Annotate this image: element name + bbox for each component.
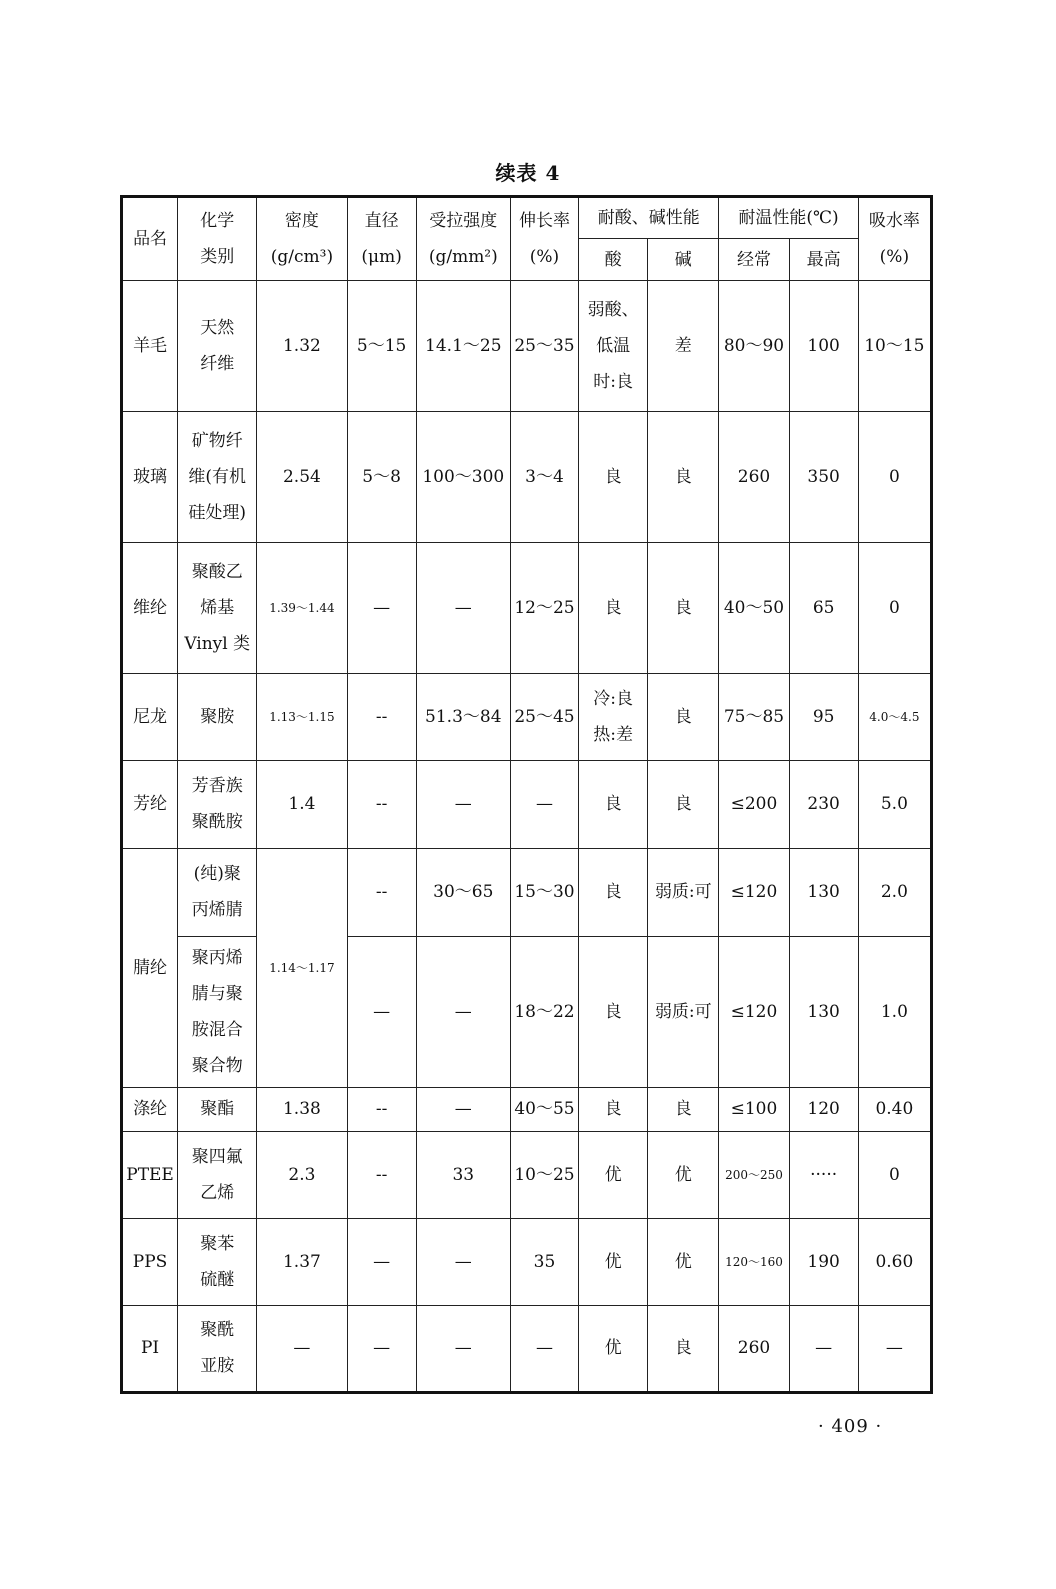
header-temp-normal: 经常 <box>719 239 789 281</box>
table-row <box>122 1305 932 1392</box>
cell-category: 聚四氟 乙烯 <box>178 1131 257 1218</box>
cell-absorb: 0 <box>858 1131 931 1218</box>
cell-tensile: 14.1～25 <box>416 281 510 412</box>
cell-density: 1.14～1.17 <box>257 848 347 1087</box>
cell-name: PTEE <box>122 1131 178 1218</box>
cell-tensile: — <box>416 761 510 848</box>
cell-temp-max: 95 <box>789 674 858 761</box>
header-acid: 酸 <box>579 239 648 281</box>
cell-name: 尼龙 <box>122 674 178 761</box>
cell-alkali: 良 <box>648 1087 719 1131</box>
cell-elongation: 10～25 <box>510 1131 578 1218</box>
cell-name: 芳纶 <box>122 761 178 848</box>
table-row <box>122 412 932 543</box>
cell-acid: 良 <box>579 1087 648 1131</box>
cell-absorb: 5.0 <box>858 761 931 848</box>
cell-absorb: 0 <box>858 543 931 674</box>
cell-temp-normal: 260 <box>719 412 789 543</box>
cell-acid: 良 <box>579 936 648 1087</box>
cell-density: 1.37 <box>257 1218 347 1305</box>
cell-diameter: 5～15 <box>347 281 416 412</box>
cell-diameter: -- <box>347 1087 416 1131</box>
cell-tensile: 30～65 <box>416 848 510 936</box>
cell-acid: 良 <box>579 543 648 674</box>
table-row <box>122 1131 932 1218</box>
cell-elongation: — <box>510 761 578 848</box>
cell-tensile: — <box>416 1087 510 1131</box>
header-diameter: 直径 (μm) <box>347 197 416 281</box>
cell-temp-max: 350 <box>789 412 858 543</box>
cell-temp-normal: ≤120 <box>719 848 789 936</box>
header-absorb: 吸水率 (%) <box>858 197 931 281</box>
header-name: 品名 <box>122 197 178 281</box>
cell-alkali: 良 <box>648 543 719 674</box>
header-elongation: 伸长率 (%) <box>510 197 578 281</box>
cell-temp-normal: ≤120 <box>719 936 789 1087</box>
cell-category: 聚酰 亚胺 <box>178 1305 257 1392</box>
cell-alkali: 优 <box>648 1218 719 1305</box>
cell-name: PI <box>122 1305 178 1392</box>
cell-density: 1.32 <box>257 281 347 412</box>
cell-name: 腈纶 <box>122 848 178 1087</box>
cell-elongation: 15～30 <box>510 848 578 936</box>
fiber-properties-table <box>120 195 933 1394</box>
cell-elongation: 18～22 <box>510 936 578 1087</box>
cell-diameter: -- <box>347 674 416 761</box>
cell-category: 聚胺 <box>178 674 257 761</box>
cell-density: 2.3 <box>257 1131 347 1218</box>
cell-alkali: 弱质:可 <box>648 936 719 1087</box>
cell-tensile: — <box>416 936 510 1087</box>
cell-temp-max: 130 <box>789 848 858 936</box>
cell-acid: 优 <box>579 1305 648 1392</box>
table-row <box>122 674 932 761</box>
cell-diameter: — <box>347 936 416 1087</box>
cell-diameter: — <box>347 543 416 674</box>
cell-acid: 冷:良 热:差 <box>579 674 648 761</box>
cell-elongation: 40～55 <box>510 1087 578 1131</box>
cell-tensile: 100～300 <box>416 412 510 543</box>
table-row <box>122 848 932 936</box>
cell-category: 聚酯 <box>178 1087 257 1131</box>
cell-name: 羊毛 <box>122 281 178 412</box>
table-row <box>122 1087 932 1131</box>
table-caption: 续表 4 <box>495 161 561 185</box>
cell-alkali: 良 <box>648 1305 719 1392</box>
cell-category: 天然 纤维 <box>178 281 257 412</box>
cell-density: 2.54 <box>257 412 347 543</box>
cell-absorb: 4.0～4.5 <box>858 674 931 761</box>
cell-temp-normal: 120～160 <box>719 1218 789 1305</box>
cell-absorb: 0 <box>858 412 931 543</box>
cell-absorb: 2.0 <box>858 848 931 936</box>
header-tensile: 受拉强度 (g/mm²) <box>416 197 510 281</box>
cell-category: 聚苯 硫醚 <box>178 1218 257 1305</box>
cell-temp-max: — <box>789 1305 858 1392</box>
table-row <box>122 936 932 1087</box>
cell-category: 聚丙烯 腈与聚 胺混合 聚合物 <box>178 936 257 1087</box>
cell-category: 矿物纤 维(有机 硅处理) <box>178 412 257 543</box>
cell-tensile: 51.3～84 <box>416 674 510 761</box>
cell-acid: 优 <box>579 1131 648 1218</box>
cell-density: 1.38 <box>257 1087 347 1131</box>
cell-elongation: 3～4 <box>510 412 578 543</box>
header-row <box>122 197 932 239</box>
cell-name: PPS <box>122 1218 178 1305</box>
cell-temp-normal: ≤100 <box>719 1087 789 1131</box>
header-acid-alkali: 耐酸、碱性能 <box>579 197 719 239</box>
cell-elongation: 12～25 <box>510 543 578 674</box>
cell-absorb: 0.60 <box>858 1218 931 1305</box>
cell-tensile: — <box>416 1305 510 1392</box>
cell-elongation: 25～35 <box>510 281 578 412</box>
header-temp: 耐温性能(℃) <box>719 197 858 239</box>
cell-temp-max: 65 <box>789 543 858 674</box>
cell-name: 玻璃 <box>122 412 178 543</box>
cell-acid: 良 <box>579 848 648 936</box>
cell-absorb: — <box>858 1305 931 1392</box>
header-temp-max: 最高 <box>789 239 858 281</box>
cell-diameter: 5～8 <box>347 412 416 543</box>
cell-elongation: — <box>510 1305 578 1392</box>
table-row <box>122 1218 932 1305</box>
cell-diameter: — <box>347 1218 416 1305</box>
cell-tensile: 33 <box>416 1131 510 1218</box>
cell-temp-normal: ≤200 <box>719 761 789 848</box>
cell-temp-normal: 40～50 <box>719 543 789 674</box>
cell-absorb: 10～15 <box>858 281 931 412</box>
cell-density: 1.13～1.15 <box>257 674 347 761</box>
cell-temp-max: 100 <box>789 281 858 412</box>
cell-temp-normal: 260 <box>719 1305 789 1392</box>
cell-diameter: -- <box>347 1131 416 1218</box>
cell-alkali: 良 <box>648 761 719 848</box>
cell-absorb: 1.0 <box>858 936 931 1087</box>
cell-temp-max: 230 <box>789 761 858 848</box>
cell-name: 维纶 <box>122 543 178 674</box>
cell-alkali: 弱质:可 <box>648 848 719 936</box>
cell-elongation: 25～45 <box>510 674 578 761</box>
table-row <box>122 281 932 412</box>
cell-diameter: -- <box>347 761 416 848</box>
cell-temp-max: 190 <box>789 1218 858 1305</box>
cell-acid: 弱酸、 低温 时:良 <box>579 281 648 412</box>
cell-temp-max: 130 <box>789 936 858 1087</box>
page-number: · 409 · <box>818 1416 883 1437</box>
cell-diameter: — <box>347 1305 416 1392</box>
cell-density: 1.4 <box>257 761 347 848</box>
cell-tensile: — <box>416 543 510 674</box>
table-row <box>122 761 932 848</box>
header-density: 密度 (g/cm³) <box>257 197 347 281</box>
cell-temp-normal: 200～250 <box>719 1131 789 1218</box>
cell-tensile: — <box>416 1218 510 1305</box>
cell-category: 聚酸乙 烯基 Vinyl 类 <box>178 543 257 674</box>
cell-temp-max: ····· <box>789 1131 858 1218</box>
table-row <box>122 543 932 674</box>
cell-temp-max: 120 <box>789 1087 858 1131</box>
cell-temp-normal: 80～90 <box>719 281 789 412</box>
header-category: 化学 类别 <box>178 197 257 281</box>
header-alkali: 碱 <box>648 239 719 281</box>
cell-acid: 良 <box>579 761 648 848</box>
cell-absorb: 0.40 <box>858 1087 931 1131</box>
cell-category: (纯)聚 丙烯腈 <box>178 848 257 936</box>
cell-elongation: 35 <box>510 1218 578 1305</box>
cell-acid: 良 <box>579 412 648 543</box>
cell-alkali: 良 <box>648 412 719 543</box>
cell-name: 涤纶 <box>122 1087 178 1131</box>
cell-density: 1.39～1.44 <box>257 543 347 674</box>
cell-diameter: -- <box>347 848 416 936</box>
cell-alkali: 优 <box>648 1131 719 1218</box>
cell-alkali: 良 <box>648 674 719 761</box>
cell-density: — <box>257 1305 347 1392</box>
cell-category: 芳香族 聚酰胺 <box>178 761 257 848</box>
cell-alkali: 差 <box>648 281 719 412</box>
cell-temp-normal: 75～85 <box>719 674 789 761</box>
cell-acid: 优 <box>579 1218 648 1305</box>
